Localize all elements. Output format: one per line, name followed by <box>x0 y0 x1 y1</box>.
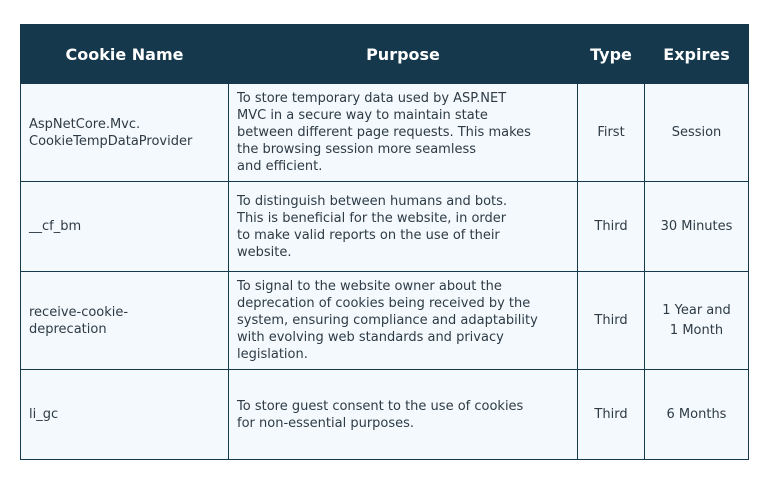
table-header-row <box>21 25 749 84</box>
expires-cell: 1 Year and 1 Month <box>645 272 749 370</box>
table-row <box>21 272 749 370</box>
header-type: Type <box>578 25 645 84</box>
header-purpose: Purpose <box>229 25 578 84</box>
table-row <box>21 182 749 272</box>
purpose-cell: To distinguish between humans and bots. This is beneficial for the website, in order to make valid reports on the use of their website. <box>229 182 578 272</box>
expires-cell: Session <box>645 84 749 182</box>
purpose-cell: To store guest consent to the use of cookies for non-essential purposes. <box>229 370 578 460</box>
header-cookie-name: Cookie Name <box>21 25 229 84</box>
cookie-name-cell: __cf_bm <box>21 182 229 272</box>
table-row <box>21 84 749 182</box>
header-expires: Expires <box>645 25 749 84</box>
type-cell: Third <box>578 182 645 272</box>
cookie-table <box>20 24 749 460</box>
cookie-name-cell: receive-cookie- deprecation <box>21 272 229 370</box>
purpose-cell: To store temporary data used by ASP.NET MVC in a secure way to maintain state between different page requests. This makes the browsing session more seamless and efficient. <box>229 84 578 182</box>
table-row <box>21 370 749 460</box>
type-cell: Third <box>578 370 645 460</box>
purpose-cell: To signal to the website owner about the deprecation of cookies being received by the system, ensuring compliance and adaptability with evolving web standards and privacy legislation. <box>229 272 578 370</box>
cookie-name-cell: AspNetCore.Mvc. CookieTempDataProvider <box>21 84 229 182</box>
expires-cell: 30 Minutes <box>645 182 749 272</box>
cookie-name-cell: li_gc <box>21 370 229 460</box>
expires-cell: 6 Months <box>645 370 749 460</box>
type-cell: First <box>578 84 645 182</box>
type-cell: Third <box>578 272 645 370</box>
